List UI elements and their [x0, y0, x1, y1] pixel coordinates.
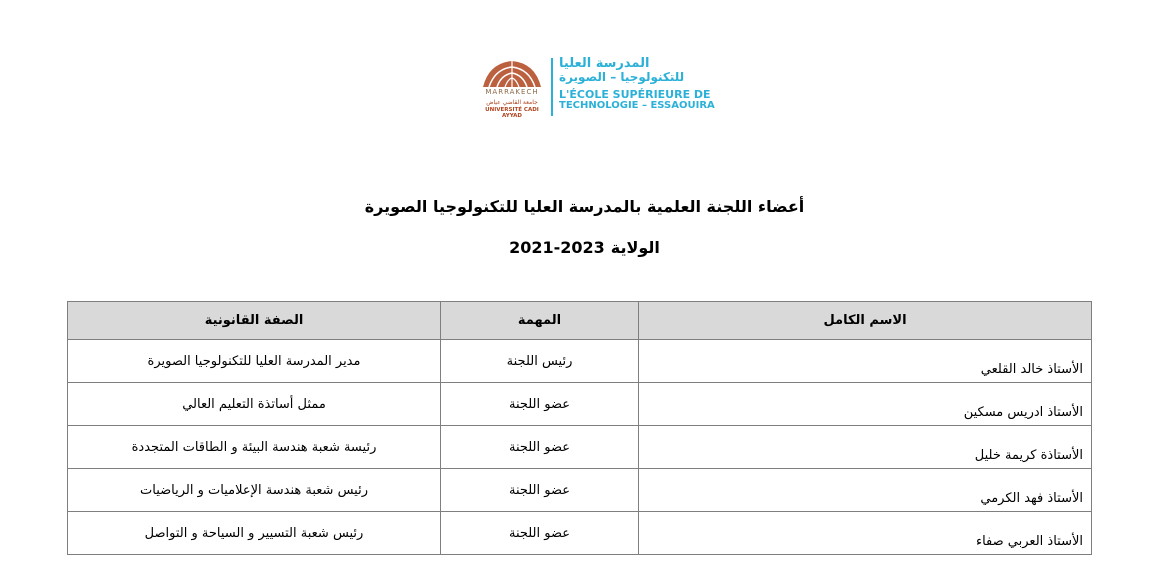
member-status: ممثل أساتذة التعليم العالي — [68, 383, 441, 426]
member-status: رئيس شعبة هندسة الإعلاميات و الرياضيات — [68, 469, 441, 512]
table-header-row — [68, 302, 1092, 340]
member-role: عضو اللجنة — [441, 383, 639, 426]
term-title — [0, 238, 1169, 257]
uca-logo — [475, 55, 549, 119]
member-status: رئيس شعبة التسيير و السياحة و التواصل — [68, 512, 441, 555]
table-row — [68, 426, 1092, 469]
table-row — [68, 340, 1092, 383]
school-name-fr-line2: TECHNOLOGIE – ESSAOUIRA — [559, 100, 715, 111]
committee-members-table — [67, 301, 1092, 555]
school-name-ar-line2: للتكنولوجيا – الصويرة — [559, 70, 685, 84]
table-row — [68, 469, 1092, 512]
uca-city-text: MARRAKECH — [485, 88, 539, 96]
page-title: أعضاء اللجنة العلمية بالمدرسة العليا للتكنولوجيا الصويرة — [364, 197, 805, 216]
header-logos — [475, 55, 715, 121]
member-status: رئيسة شعبة هندسة البيئة و الطاقات المتجددة — [68, 426, 441, 469]
member-role: عضو اللجنة — [441, 469, 639, 512]
header-status: الصفة القانونية — [68, 302, 441, 340]
header-role: المهمة — [441, 302, 639, 340]
member-role: رئيس اللجنة — [441, 340, 639, 383]
uca-name-ar: جامعة القاضي عياض — [486, 99, 538, 106]
member-status: مدير المدرسة العليا للتكنولوجيا الصويرة — [68, 340, 441, 383]
member-name: الأستاذ خالد القلعي — [639, 340, 1092, 383]
uca-name-fr: UNIVERSITÉ CADI AYYAD — [485, 107, 539, 119]
table-row — [68, 512, 1092, 555]
school-name-fr-line1: L'ÉCOLE SUPÉRIEURE DE — [559, 88, 711, 101]
header-name: الاسم الكامل — [639, 302, 1092, 340]
table-row — [68, 383, 1092, 426]
term-label: الولاية — [610, 238, 660, 257]
school-name-ar-line1: المدرسة العليا — [559, 56, 650, 71]
term-years: 2021-2023 — [509, 238, 605, 257]
member-name: الأستاذة كريمة خليل — [639, 426, 1092, 469]
uca-emblem-icon — [475, 55, 549, 89]
member-name: الأستاذ العربي صفاء — [639, 512, 1092, 555]
logo-divider — [551, 58, 553, 116]
member-name: الأستاذ فهد الكرمي — [639, 469, 1092, 512]
member-role: عضو اللجنة — [441, 512, 639, 555]
member-name: الأستاذ ادريس مسكين — [639, 383, 1092, 426]
member-role: عضو اللجنة — [441, 426, 639, 469]
